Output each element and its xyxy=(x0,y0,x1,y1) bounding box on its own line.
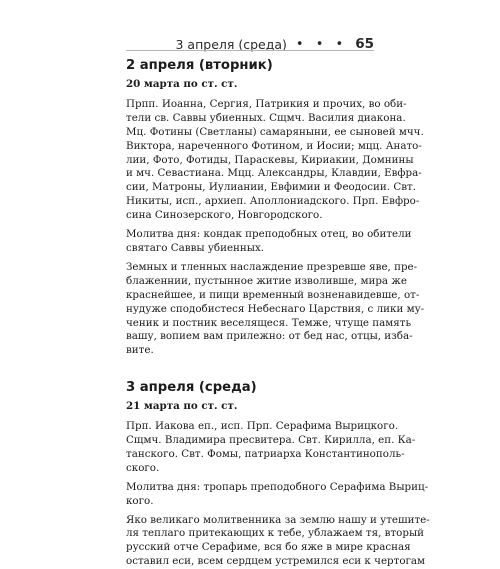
text-line: святаго Саввы убиенных. xyxy=(126,241,265,254)
day-title-april-2: 2 апреля (вторник) xyxy=(126,58,273,73)
text-line: Сщмч. Владимира пресвитера. Свт. Кирилла, еп. Ка- xyxy=(126,434,416,447)
saints-commemoration xyxy=(126,420,416,476)
text-line: Земных и тленных наслаждение презревше яве, пре- xyxy=(126,260,418,273)
text-line: блаженнии, пустынное житие изволивше, мира же xyxy=(126,274,407,287)
text-line: ченик и постник веселящеся. Темже, чтуще память xyxy=(126,316,412,329)
saints-commemoration xyxy=(126,97,424,223)
text-line: краснейшее, и пищи временный возненавидевше, от- xyxy=(126,288,420,301)
text-line: русский отче Серафиме, вся бо яже в мире красная xyxy=(126,541,411,554)
text-line: Прп. Иакова еп., исп. Прп. Серафима Вырицкого. xyxy=(126,420,399,433)
text-line: оставил еси, всем сердцем устремился еси к чертогам xyxy=(126,555,426,568)
text-line: Молитва дня: тропарь преподобного Серафима Выриц- xyxy=(126,480,429,493)
text-line: Молитва дня: кондак преподобных отец, во обители xyxy=(126,228,412,241)
text-line: лии, Фото, Фотиды, Параскевы, Кириакии, Домнины xyxy=(126,153,414,166)
text-line: кого. xyxy=(126,494,154,507)
text-line: Прпп. Иоанна, Сергия, Патрикия и прочих, во оби- xyxy=(126,97,407,110)
text-line: вашу, вопием вам прилежно: от бед нас, отцы, изба- xyxy=(126,330,413,343)
prayer-text xyxy=(126,513,430,569)
running-title: 3 апреля (среда) xyxy=(175,36,287,52)
text-line: Мц. Фотины (Светланы) самаряныни, ее сыновей мчч. xyxy=(126,125,424,138)
prayer-of-day xyxy=(126,480,429,509)
old-style-date: 20 марта по ст. ст. xyxy=(126,78,238,90)
text-line: нудуже сподобистеся Небеснаго Царствия, с лики му- xyxy=(126,302,425,315)
text-line: сии, Матроны, Иулиании, Евфимии и Феодосии. Свт. xyxy=(126,181,416,194)
old-style-date: 21 марта по ст. ст. xyxy=(126,400,238,413)
text-line: Виктора, нареченного Фотином, и Иосии; мцц. Анато- xyxy=(126,139,422,152)
header-rule xyxy=(126,50,374,51)
page-content xyxy=(126,58,430,569)
dots-ornament: • • • xyxy=(295,36,348,52)
page-number: 65 xyxy=(355,36,374,52)
day-title-april-3: 3 апреля (среда) xyxy=(126,380,257,396)
text-line: танского. Свт. Фомы, патриарха Константинополь- xyxy=(126,447,405,460)
text-line: Яко великаго молитвенника за землю нашу и утешите- xyxy=(126,513,430,526)
text-line: сина Синозерского, Новгородского. xyxy=(126,209,323,222)
prayer-text xyxy=(126,260,425,358)
text-line: тели св. Саввы убиенных. Сщмч. Василия диакона. xyxy=(126,111,406,124)
text-line: вите. xyxy=(126,344,154,357)
prayer-of-day xyxy=(126,228,412,256)
text-line: ля теплаго притекающих к тебе, ублажаем тя, вторый xyxy=(126,527,425,540)
text-line: ского. xyxy=(126,461,160,474)
text-line: Никиты, исп., архиеп. Аполлониадского. Прп. Евфро- xyxy=(126,195,420,208)
text-line: и мч. Севастиана. Мцц. Александры, Клавдии, Евфра- xyxy=(126,167,422,180)
